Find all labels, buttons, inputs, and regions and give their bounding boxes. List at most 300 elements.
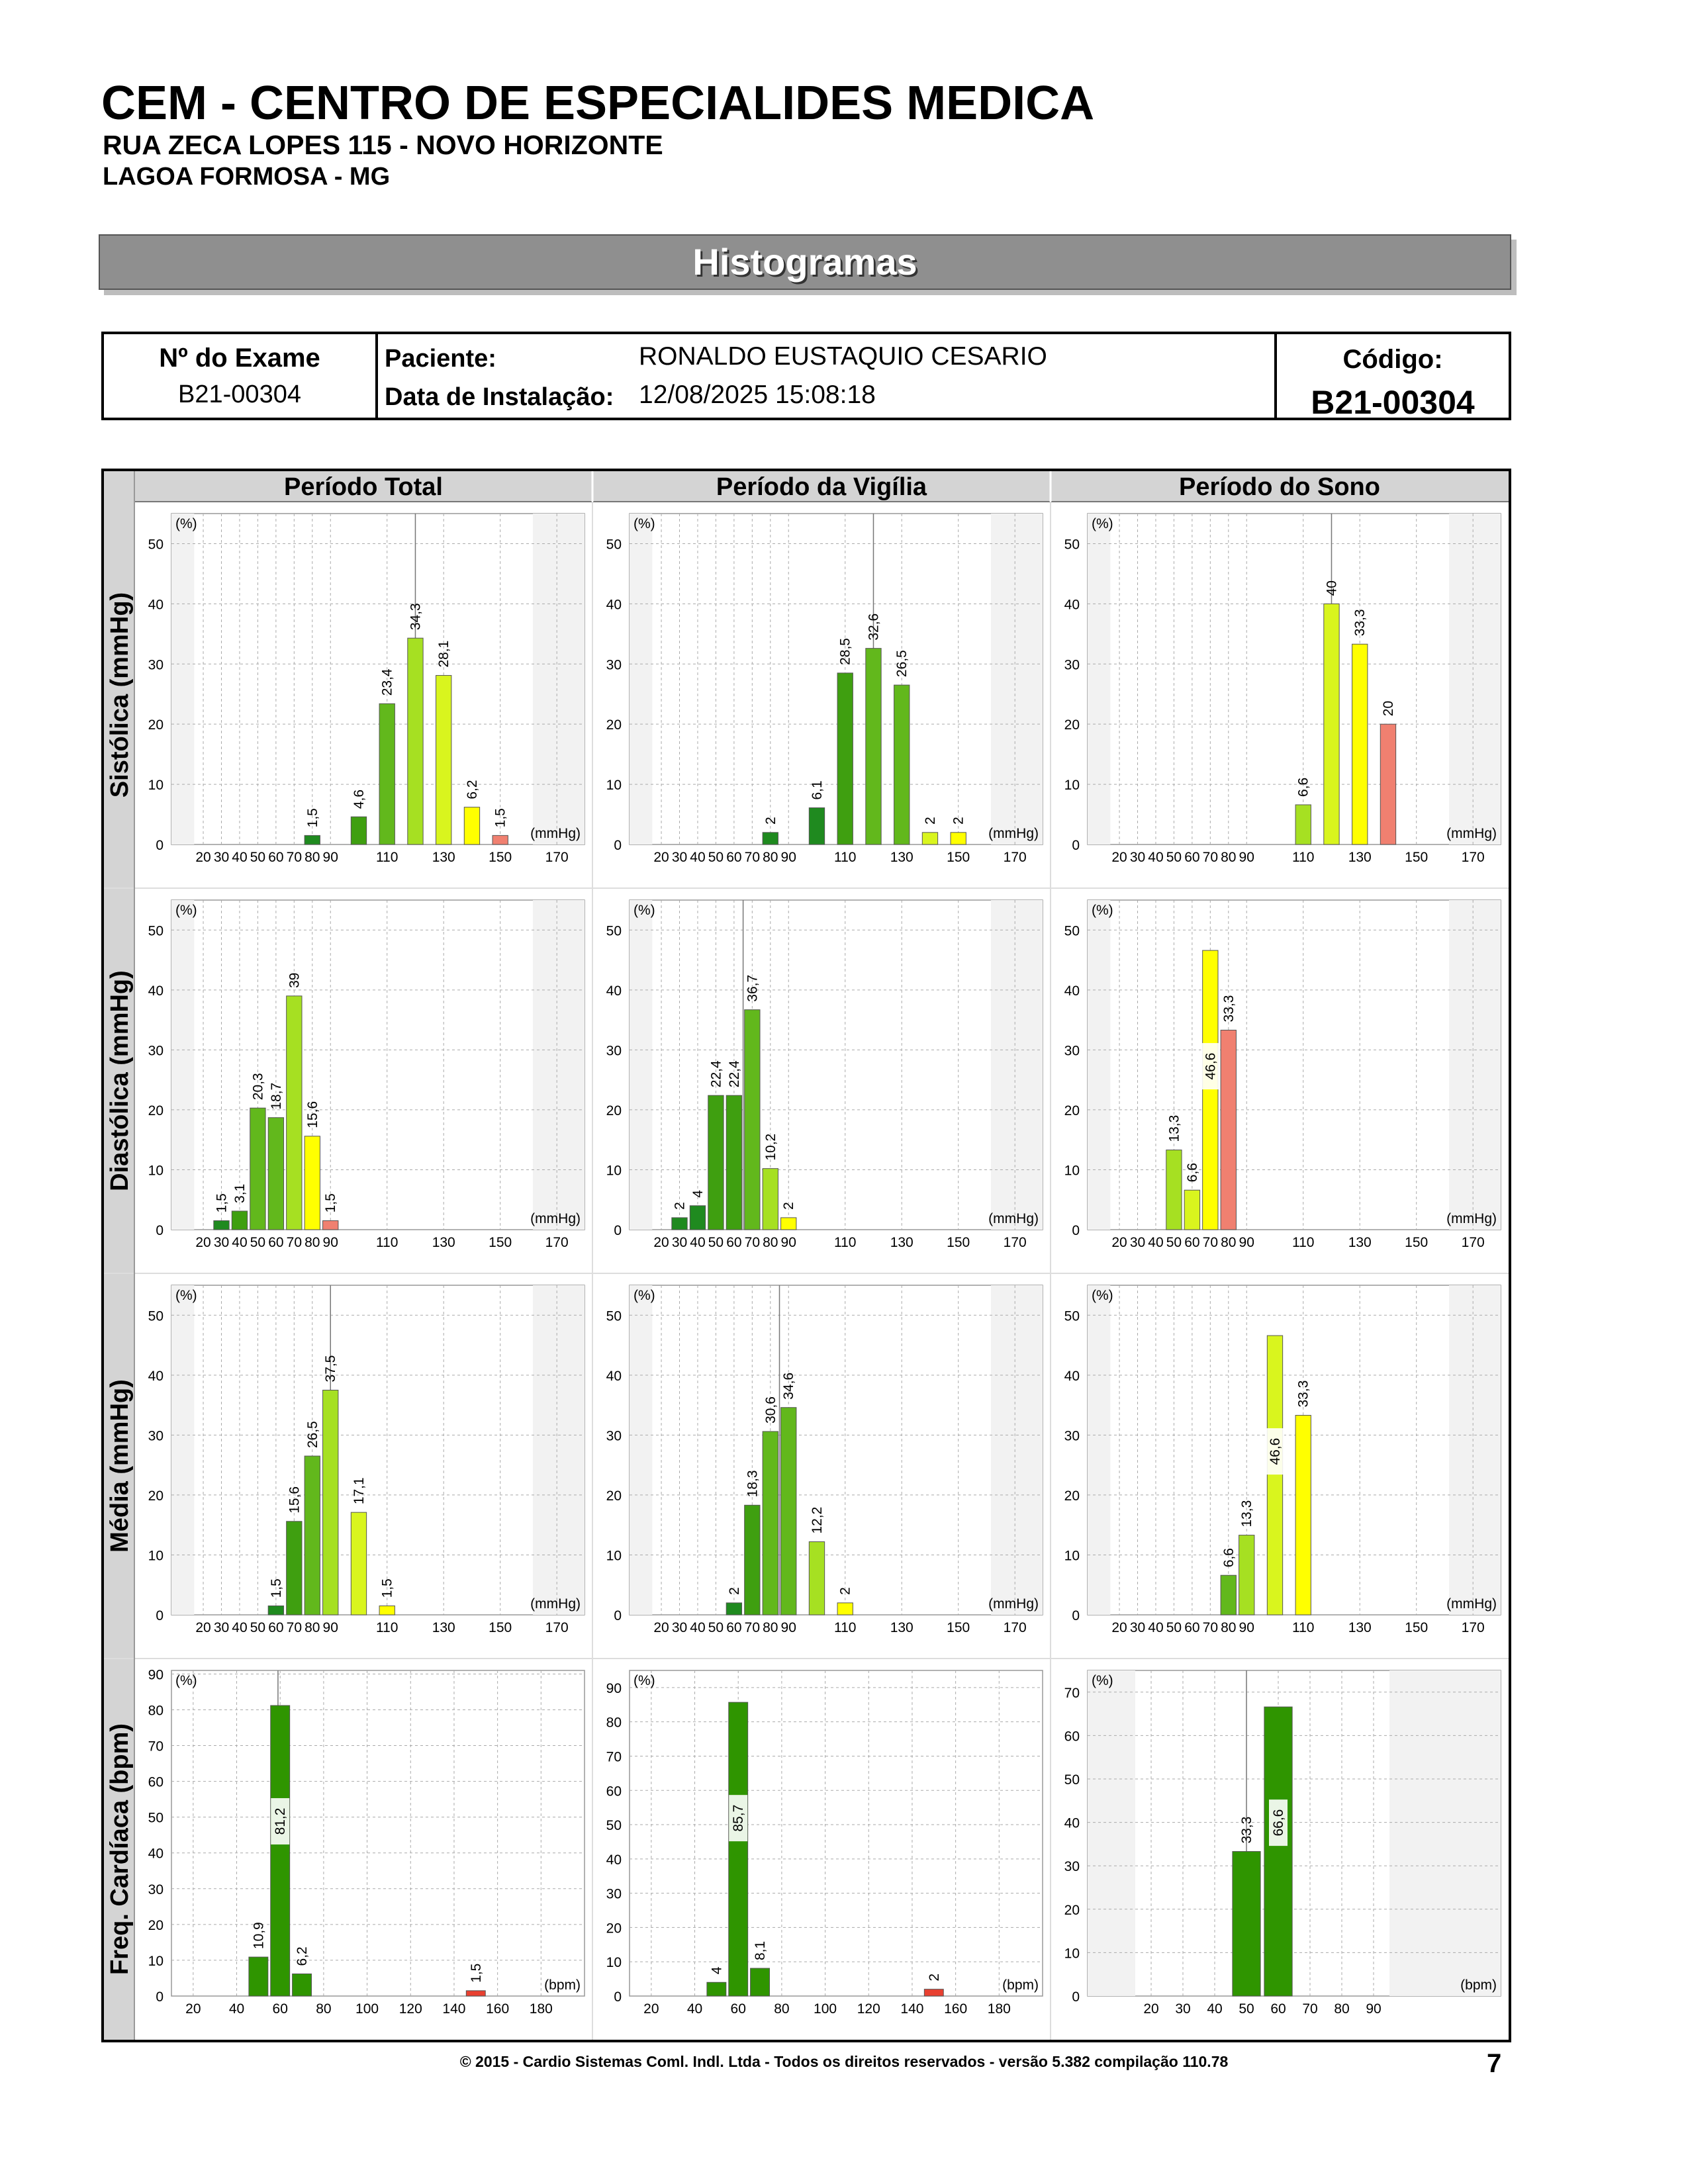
x-tick-label: 90: [1239, 1620, 1254, 1635]
x-tick-label: 70: [744, 850, 761, 865]
data-label: 4,6: [351, 789, 367, 809]
divider: [375, 334, 378, 418]
y-unit-label: (%): [633, 1288, 655, 1303]
y-tick-label: 60: [1064, 1729, 1080, 1745]
histogram-bar: [379, 1606, 395, 1615]
y-tick-label: 20: [1064, 717, 1080, 733]
x-tick-label: 40: [1148, 1620, 1164, 1635]
data-label: 30,6: [763, 1396, 778, 1424]
x-tick-label: 50: [250, 1235, 266, 1250]
x-tick-label: 70: [1202, 1235, 1219, 1250]
y-unit-label: (%): [1092, 903, 1113, 918]
shaded-region: [630, 1285, 652, 1615]
x-tick-label: 20: [195, 1620, 211, 1635]
data-label: 6,6: [1221, 1548, 1237, 1568]
data-label: 36,7: [745, 974, 761, 1002]
y-tick-label: 20: [606, 1103, 622, 1118]
x-tick-label: 160: [486, 2001, 510, 2017]
data-label: 10,9: [251, 1922, 267, 1950]
y-tick-label: 50: [606, 923, 622, 939]
y-unit-label: (%): [1092, 1673, 1113, 1688]
patient-label: Paciente:: [385, 345, 496, 373]
histogram-bar: [323, 1390, 338, 1615]
x-tick-label: 20: [653, 1235, 669, 1250]
install-date: 12/08/2025 15:08:18: [639, 381, 876, 409]
x-tick-label: 80: [763, 1235, 778, 1250]
histogram-bar: [837, 673, 853, 844]
histogram-bar: [1380, 724, 1395, 844]
histogram-bar: [924, 1989, 943, 1996]
x-tick-label: 110: [833, 850, 857, 865]
shaded-region: [1088, 900, 1110, 1230]
x-tick-label: 50: [708, 1235, 724, 1250]
data-label: 3,1: [232, 1183, 248, 1203]
x-tick-label: 30: [213, 1620, 230, 1635]
data-label: 4: [709, 1966, 725, 1975]
data-label: 2: [672, 1202, 688, 1210]
histogram-bar: [763, 1432, 778, 1615]
x-tick-label: 120: [857, 2001, 880, 2017]
plot-area: [630, 1285, 1043, 1615]
x-tick-label: 60: [268, 1235, 284, 1250]
x-tick-label: 170: [545, 1235, 569, 1250]
data-label: 6,1: [809, 780, 825, 800]
x-tick-label: 40: [690, 850, 706, 865]
x-tick-label: 70: [1302, 2001, 1318, 2017]
x-tick-label: 160: [944, 2001, 968, 2017]
x-tick-label: 40: [1148, 850, 1164, 865]
x-tick-label: 30: [213, 850, 230, 865]
y-unit-label: (%): [633, 516, 655, 531]
histogram-bar: [287, 996, 302, 1230]
y-tick-label: 50: [148, 923, 164, 939]
x-tick-label: 70: [744, 1620, 761, 1635]
histogram-chart: [1064, 900, 1501, 1250]
histogram-bar: [492, 835, 508, 844]
histogram-bar: [287, 1522, 302, 1615]
histogram-bar: [1203, 950, 1218, 1230]
x-tick-label: 40: [232, 850, 248, 865]
histogram-bar: [866, 649, 881, 844]
x-tick-label: 70: [1202, 850, 1219, 865]
histogram-bar: [745, 1505, 760, 1615]
y-unit-label: (%): [175, 1288, 197, 1303]
y-tick-label: 20: [148, 717, 164, 733]
x-tick-label: 140: [442, 2001, 466, 2017]
y-tick-label: 90: [148, 1667, 164, 1683]
data-label: 6,2: [295, 1946, 310, 1966]
y-tick-label: 20: [148, 1488, 164, 1504]
x-tick-label: 180: [529, 2001, 553, 2017]
y-tick-label: 40: [148, 983, 164, 999]
x-tick-label: 110: [833, 1235, 857, 1250]
x-tick-label: 30: [671, 850, 688, 865]
histogram-bar: [690, 1206, 705, 1230]
histogram-grid: [101, 469, 1511, 2042]
x-tick-label: 60: [268, 1620, 284, 1635]
histogram-chart: [1064, 514, 1501, 865]
histogram-bar: [271, 1706, 290, 1996]
y-tick-label: 10: [606, 1548, 622, 1564]
shaded-region: [533, 1285, 585, 1615]
data-label: 39: [287, 972, 303, 988]
y-tick-label: 20: [1064, 1902, 1080, 1918]
x-tick-label: 30: [671, 1235, 688, 1250]
data-label: 81,2: [273, 1807, 289, 1835]
histogram-charts: [104, 471, 1509, 2040]
data-label: 66,6: [1271, 1809, 1286, 1837]
x-tick-label: 150: [947, 1620, 970, 1635]
x-tick-label: 110: [1291, 850, 1315, 865]
y-tick-label: 70: [1064, 1685, 1080, 1701]
exam-number-label: Nº do Exame: [159, 343, 320, 373]
data-label: 2: [922, 817, 938, 825]
shaded-region: [171, 1285, 194, 1615]
column-header: Período do Sono: [1179, 473, 1380, 501]
x-tick-label: 40: [232, 1620, 248, 1635]
y-tick-label: 50: [148, 1810, 164, 1826]
exam-number: B21-00304: [178, 381, 301, 408]
shaded-region: [630, 900, 652, 1230]
data-label: 2: [726, 1587, 742, 1595]
x-tick-label: 110: [375, 1235, 399, 1250]
x-tick-label: 50: [1166, 1235, 1182, 1250]
x-tick-label: 20: [643, 2001, 659, 2017]
x-tick-label: 30: [1175, 2001, 1191, 2017]
data-label: 2: [837, 1587, 853, 1595]
x-tick-label: 60: [1184, 850, 1200, 865]
y-tick-label: 0: [614, 1608, 622, 1623]
histogram-bar: [751, 1968, 770, 1996]
data-label: 40: [1324, 580, 1340, 596]
x-unit-label: (mmHg): [530, 1211, 581, 1226]
x-tick-label: 180: [987, 2001, 1011, 2017]
data-label: 26,5: [894, 650, 910, 678]
x-unit-label: (mmHg): [530, 826, 581, 841]
histogram-chart: [606, 1670, 1043, 2017]
y-tick-label: 20: [1064, 1103, 1080, 1118]
x-tick-label: 70: [1202, 1620, 1219, 1635]
y-tick-label: 10: [606, 778, 622, 794]
x-tick-label: 30: [1129, 850, 1146, 865]
x-tick-label: 80: [305, 1620, 320, 1635]
x-tick-label: 40: [228, 2001, 245, 2017]
x-tick-label: 90: [322, 1620, 338, 1635]
histogram-chart: [606, 900, 1043, 1250]
histogram-bar: [305, 1456, 320, 1615]
data-label: 23,4: [379, 668, 395, 696]
data-label: 12,2: [809, 1506, 825, 1534]
y-tick-label: 10: [148, 778, 164, 794]
y-tick-label: 30: [1064, 1428, 1080, 1444]
plot-area: [171, 900, 585, 1230]
y-unit-label: (%): [633, 1673, 655, 1688]
y-tick-label: 10: [1064, 1548, 1080, 1564]
y-tick-label: 30: [148, 1428, 164, 1444]
row-label: Sistólica (mmHg): [106, 592, 134, 798]
data-label: 6,6: [1184, 1163, 1200, 1183]
data-label: 13,3: [1166, 1115, 1182, 1142]
histogram-bar: [408, 638, 423, 844]
y-tick-label: 60: [148, 1774, 164, 1790]
shaded-region: [533, 900, 585, 1230]
x-tick-label: 50: [250, 1620, 266, 1635]
x-tick-label: 130: [432, 850, 455, 865]
histogram-bar: [763, 833, 778, 844]
shaded-region: [1088, 514, 1110, 844]
x-tick-label: 70: [744, 1235, 761, 1250]
x-tick-label: 90: [322, 850, 338, 865]
x-tick-label: 30: [1129, 1235, 1146, 1250]
y-tick-label: 40: [1064, 983, 1080, 999]
data-label: 18,3: [745, 1470, 761, 1498]
shaded-region: [1389, 1670, 1501, 1996]
x-tick-label: 60: [726, 850, 742, 865]
data-label: 15,6: [287, 1486, 303, 1514]
shaded-region: [991, 514, 1043, 844]
section-title-bar: [99, 234, 1511, 290]
histogram-bar: [305, 1136, 320, 1230]
plot-area: [1088, 514, 1501, 844]
data-label: 33,3: [1352, 609, 1368, 637]
histogram-bar: [323, 1220, 338, 1230]
histogram-bar: [708, 1095, 724, 1230]
data-label: 46,6: [1203, 1052, 1219, 1080]
y-tick-label: 30: [148, 1882, 164, 1897]
y-tick-label: 50: [1064, 1308, 1080, 1324]
y-tick-label: 30: [1064, 657, 1080, 673]
x-tick-label: 60: [272, 2001, 288, 2017]
x-tick-label: 130: [1348, 1620, 1372, 1635]
y-tick-label: 40: [1064, 1368, 1080, 1384]
y-tick-label: 0: [156, 1989, 164, 2005]
y-unit-label: (%): [175, 903, 197, 918]
x-tick-label: 150: [1405, 850, 1429, 865]
histogram-bar: [214, 1220, 229, 1230]
x-unit-label: (bpm): [1002, 1978, 1039, 1993]
clinic-name: CEM - CENTRO DE ESPECIALIDES MEDICA: [101, 77, 1095, 130]
data-label: 10,2: [763, 1133, 778, 1161]
plot-area: [171, 514, 585, 844]
y-tick-label: 90: [606, 1680, 622, 1696]
histogram-bar: [809, 1542, 824, 1615]
shaded-region: [630, 514, 652, 844]
y-tick-label: 0: [614, 1223, 622, 1238]
x-tick-label: 30: [671, 1620, 688, 1635]
x-tick-label: 50: [708, 850, 724, 865]
plot-area: [630, 1670, 1043, 1996]
y-tick-label: 40: [606, 597, 622, 613]
data-label: 22,4: [708, 1060, 724, 1088]
column-header: Período da Vigília: [716, 473, 927, 501]
x-tick-label: 50: [1166, 1620, 1182, 1635]
x-tick-label: 170: [545, 850, 569, 865]
histogram-bar: [726, 1095, 741, 1230]
x-tick-label: 50: [250, 850, 266, 865]
x-tick-label: 60: [1184, 1620, 1200, 1635]
x-tick-label: 130: [432, 1620, 455, 1635]
y-tick-label: 0: [614, 838, 622, 853]
x-tick-label: 20: [1111, 850, 1127, 865]
x-tick-label: 60: [1270, 2001, 1286, 2017]
shaded-region: [1449, 900, 1501, 1230]
y-tick-label: 20: [606, 717, 622, 733]
histogram-bar: [268, 1606, 283, 1615]
histogram-bar: [726, 1603, 741, 1615]
shaded-region: [171, 514, 194, 844]
histogram-bar: [707, 1982, 726, 1996]
x-tick-label: 170: [1461, 1235, 1485, 1250]
x-tick-label: 70: [286, 1620, 303, 1635]
histogram-bar: [1233, 1852, 1260, 1996]
histogram-bar: [1221, 1575, 1236, 1615]
x-tick-label: 150: [947, 850, 970, 865]
data-label: 13,3: [1239, 1500, 1255, 1527]
histogram-bar: [763, 1169, 778, 1230]
y-tick-label: 30: [1064, 1859, 1080, 1875]
y-tick-label: 40: [1064, 1815, 1080, 1831]
patient-name: RONALDO EUSTAQUIO CESARIO: [639, 342, 1047, 371]
histogram-bar: [745, 1010, 760, 1230]
x-tick-label: 110: [375, 1620, 399, 1635]
x-unit-label: (mmHg): [988, 1596, 1039, 1612]
x-tick-label: 80: [763, 850, 778, 865]
data-label: 32,6: [866, 613, 882, 641]
x-tick-label: 120: [399, 2001, 422, 2017]
y-tick-label: 20: [148, 1103, 164, 1118]
y-tick-label: 40: [148, 1846, 164, 1862]
code-value: B21-00304: [1311, 384, 1475, 421]
row-label: Média (mmHg): [106, 1379, 134, 1553]
plot-area: [1088, 900, 1501, 1230]
install-date-label: Data de Instalação:: [385, 383, 614, 411]
x-tick-label: 130: [890, 1620, 914, 1635]
x-tick-label: 20: [1111, 1235, 1127, 1250]
data-label: 6,2: [464, 780, 480, 799]
x-tick-label: 170: [1461, 850, 1485, 865]
x-unit-label: (bpm): [544, 1978, 581, 1993]
x-tick-label: 60: [268, 850, 284, 865]
x-tick-label: 80: [316, 2001, 332, 2017]
data-label: 33,3: [1295, 1380, 1311, 1408]
histogram-bar: [1166, 1150, 1182, 1230]
x-unit-label: (mmHg): [1446, 826, 1497, 841]
x-tick-label: 60: [730, 2001, 746, 2017]
x-tick-label: 90: [780, 1235, 796, 1250]
page-number: 7: [1487, 2049, 1502, 2078]
x-tick-label: 30: [213, 1235, 230, 1250]
y-tick-label: 10: [1064, 1946, 1080, 1962]
y-tick-label: 80: [606, 1715, 622, 1731]
plot-area: [1088, 1285, 1501, 1615]
shaded-region: [1449, 514, 1501, 844]
y-unit-label: (%): [175, 1673, 197, 1688]
data-label: 15,6: [305, 1101, 320, 1128]
y-unit-label: (%): [175, 516, 197, 531]
x-tick-label: 80: [774, 2001, 790, 2017]
y-tick-label: 10: [606, 1163, 622, 1179]
plot-area: [630, 900, 1043, 1230]
histogram-bar: [922, 833, 937, 844]
x-tick-label: 170: [1461, 1620, 1485, 1635]
x-tick-label: 40: [1207, 2001, 1223, 2017]
x-tick-label: 170: [1003, 850, 1027, 865]
x-tick-label: 40: [1148, 1235, 1164, 1250]
histogram-bar: [379, 704, 395, 844]
plot-area: [171, 1670, 585, 1996]
x-tick-label: 20: [653, 1620, 669, 1635]
x-tick-label: 110: [1291, 1235, 1315, 1250]
x-tick-label: 40: [690, 1620, 706, 1635]
data-label: 1,5: [323, 1193, 339, 1213]
data-label: 1,5: [468, 1963, 484, 1983]
x-unit-label: (mmHg): [1446, 1596, 1497, 1612]
x-tick-label: 50: [1166, 850, 1182, 865]
histogram-bar: [1295, 805, 1311, 844]
x-tick-label: 80: [1221, 850, 1237, 865]
y-tick-label: 0: [1072, 1989, 1080, 2005]
x-tick-label: 40: [686, 2001, 703, 2017]
x-unit-label: (mmHg): [988, 1211, 1039, 1226]
y-tick-label: 10: [606, 1955, 622, 1971]
histogram-bar: [1352, 644, 1368, 844]
y-tick-label: 0: [156, 1608, 164, 1623]
row-label: Freq. Cardíaca (bpm): [106, 1723, 134, 1976]
data-label: 17,1: [351, 1477, 367, 1505]
x-tick-label: 50: [1239, 2001, 1254, 2017]
histogram-bar: [809, 808, 824, 844]
histogram-chart: [148, 1285, 585, 1635]
x-tick-label: 70: [286, 850, 303, 865]
y-tick-label: 50: [606, 1818, 622, 1834]
x-tick-label: 170: [545, 1620, 569, 1635]
x-tick-label: 90: [780, 1620, 796, 1635]
histogram-bar: [1264, 1707, 1292, 1996]
plot-area: [630, 514, 1043, 844]
data-label: 34,3: [408, 603, 424, 631]
x-tick-label: 90: [1366, 2001, 1382, 2017]
shaded-region: [991, 1285, 1043, 1615]
data-label: 6,6: [1295, 777, 1311, 797]
x-tick-label: 20: [195, 1235, 211, 1250]
x-tick-label: 80: [763, 1620, 778, 1635]
y-tick-label: 10: [148, 1548, 164, 1564]
y-tick-label: 10: [1064, 778, 1080, 794]
y-unit-label: (%): [1092, 1288, 1113, 1303]
x-tick-label: 110: [833, 1620, 857, 1635]
footer-copyright: © 2015 - Cardio Sistemas Coml. Indl. Ltda - Todos os direitos reservados - versão 5.382 compilação 110.78: [459, 2053, 1229, 2070]
y-tick-label: 40: [1064, 597, 1080, 613]
histogram-bar: [781, 1408, 796, 1615]
data-label: 1,5: [379, 1578, 395, 1598]
row-label: Diastólica (mmHg): [106, 970, 134, 1191]
x-tick-label: 20: [1111, 1620, 1127, 1635]
x-tick-label: 100: [814, 2001, 837, 2017]
histogram-bar: [464, 807, 479, 844]
data-label: 33,3: [1221, 995, 1237, 1023]
data-label: 1,5: [492, 808, 508, 828]
x-tick-label: 20: [653, 850, 669, 865]
histogram-bar: [466, 1991, 485, 1996]
data-label: 2: [763, 817, 778, 825]
x-tick-label: 30: [1129, 1620, 1146, 1635]
histogram-chart: [148, 1667, 585, 2017]
y-tick-label: 70: [148, 1739, 164, 1754]
clinic-address-line2: LAGOA FORMOSA - MG: [103, 163, 391, 191]
histogram-chart: [606, 514, 1043, 865]
y-tick-label: 40: [606, 983, 622, 999]
code-label: Código:: [1342, 345, 1443, 374]
